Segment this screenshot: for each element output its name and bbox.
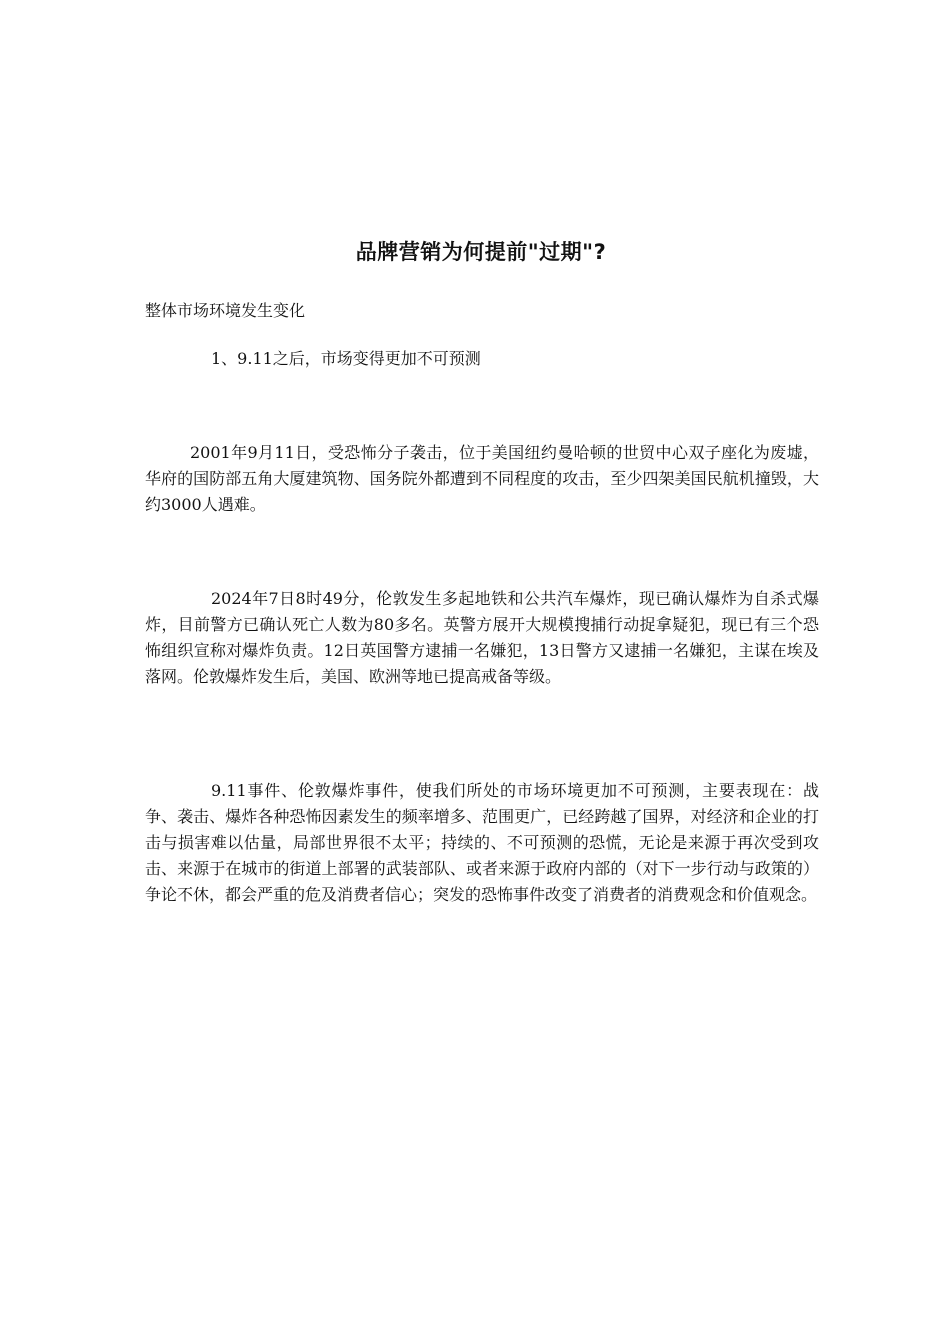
- section-heading: 整体市场环境发生变化: [145, 301, 306, 320]
- subsection-heading: 1、9.11之后，市场变得更加不可预测: [211, 349, 481, 368]
- document-title: 品牌营销为何提前"过期"?: [355, 240, 607, 264]
- paragraph-london-bombing: 2024年7日8时49分，伦敦发生多起地铁和公共汽车爆炸，现已确认爆炸为自杀式爆炸，目前警方已确认死亡人数为80多名。英警方展开大规模搜捕行动捉拿疑犯，现已有三个恐怖组织宣称对爆炸负责。12日英国警方逮捕一名嫌犯，13日警方又逮捕一名嫌犯，主谋在埃及落网。伦敦爆炸发生后，美国、欧洲等地已提高戒备等级。: [145, 589, 819, 686]
- paragraph-911-attack: 2001年9月11日，受恐怖分子袭击，位于美国纽约曼哈顿的世贸中心双子座化为废墟，华府的国防部五角大厦建筑物、国务院外都遭到不同程度的攻击，至少四架美国民航机撞毁，大约3000人遇难。: [145, 443, 819, 514]
- paragraph-market-impact: 9.11事件、伦敦爆炸事件，使我们所处的市场环境更加不可预测，主要表现在：战争、袭击、爆炸各种恐怖因素发生的频率增多、范围更广，已经跨越了国界，对经济和企业的打击与损害难以估量，局部世界很不太平；持续的、不可预测的恐慌，无论是来源于再次受到攻击、来源于在城市的街道上部署的武装部队、或者来源于政府内部的（对下一步行动与政策的）争论不休，都会严重的危及消费者信心；突发的恐怖事件改变了消费者的消费观念和价值观念。: [145, 781, 819, 904]
